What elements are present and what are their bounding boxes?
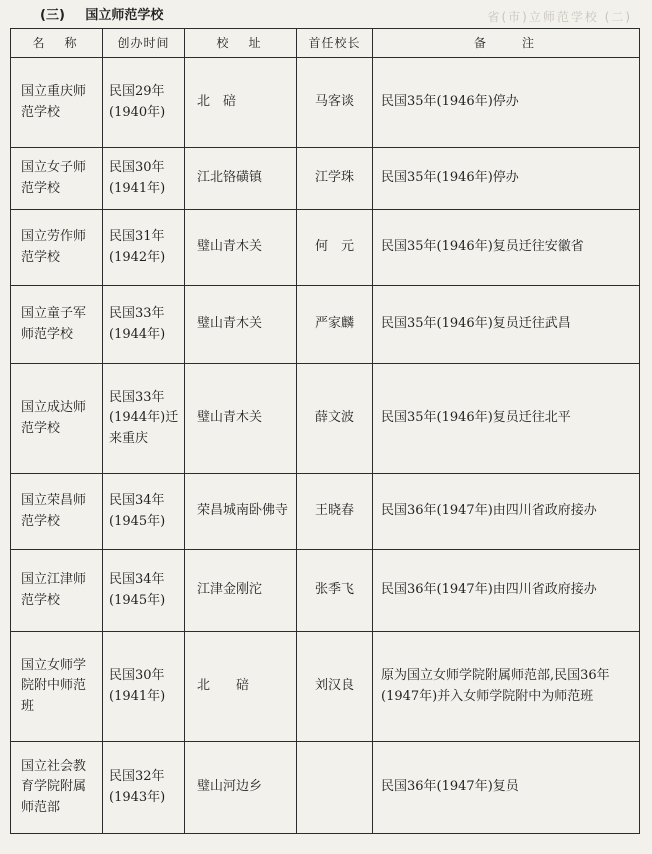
cell-address: 璧山青木关 — [185, 210, 297, 286]
cell-address: 璧山河边乡 — [185, 742, 297, 834]
cell-note: 民国36年(1947年)由四川省政府接办 — [373, 550, 640, 632]
cell-note: 民国35年(1946年)复员迁往武昌 — [373, 286, 640, 364]
cell-address: 璧山青木关 — [185, 286, 297, 364]
table-row — [11, 286, 640, 364]
header-note: 备 注 — [373, 29, 640, 58]
cell-note: 民国36年(1947年)复员 — [373, 742, 640, 834]
table-row — [11, 474, 640, 550]
cell-principal: 张季飞 — [297, 550, 373, 632]
cell-name: 国立女师学院附中师范班 — [11, 632, 103, 742]
cell-address: 北 碚 — [185, 58, 297, 148]
header-principal: 首任校长 — [297, 29, 373, 58]
cell-note: 民国35年(1946年)复员迁往安徽省 — [373, 210, 640, 286]
cell-founded: 民国33年(1944年) — [103, 286, 185, 364]
header-founded: 创办时间 — [103, 29, 185, 58]
table-row — [11, 364, 640, 474]
bleed-through-text: 省(市)立师范学校 (二) — [487, 10, 632, 24]
cell-principal: 江学珠 — [297, 148, 373, 210]
table-row — [11, 632, 640, 742]
cell-principal: 何 元 — [297, 210, 373, 286]
table-row — [11, 210, 640, 286]
cell-founded: 民国32年(1943年) — [103, 742, 185, 834]
section-title — [40, 4, 163, 23]
cell-principal: 刘汉良 — [297, 632, 373, 742]
table-row — [11, 58, 640, 148]
section-heading: 国立师范学校 — [85, 8, 164, 23]
cell-address: 江津金刚沱 — [185, 550, 297, 632]
table-row — [11, 148, 640, 210]
cell-name: 国立江津师范学校 — [11, 550, 103, 632]
table-row — [11, 742, 640, 834]
cell-founded: 民国33年(1944年)迁来重庆 — [103, 364, 185, 474]
header-address: 校 址 — [185, 29, 297, 58]
cell-address: 北 碚 — [185, 632, 297, 742]
cell-principal — [297, 742, 373, 834]
cell-name: 国立劳作师范学校 — [11, 210, 103, 286]
cell-founded: 民国30年(1941年) — [103, 148, 185, 210]
cell-name: 国立女子师范学校 — [11, 148, 103, 210]
cell-name: 国立荣昌师范学校 — [11, 474, 103, 550]
header-name: 名 称 — [11, 29, 103, 58]
cell-note: 民国35年(1946年)复员迁往北平 — [373, 364, 640, 474]
cell-address: 荣昌城南卧佛寺 — [185, 474, 297, 550]
cell-address: 璧山青木关 — [185, 364, 297, 474]
cell-note: 民国36年(1947年)由四川省政府接办 — [373, 474, 640, 550]
cell-founded: 民国31年(1942年) — [103, 210, 185, 286]
cell-principal: 王晓春 — [297, 474, 373, 550]
cell-address: 江北铬磺镇 — [185, 148, 297, 210]
cell-note: 原为国立女师学院附属师范部,民国36年(1947年)并入女师学院附中为师范班 — [373, 632, 640, 742]
cell-name: 国立成达师范学校 — [11, 364, 103, 474]
cell-principal: 严家麟 — [297, 286, 373, 364]
table-header-row — [11, 29, 640, 58]
cell-note: 民国35年(1946年)停办 — [373, 148, 640, 210]
schools-table — [10, 28, 640, 834]
section-number: (三) — [40, 8, 65, 23]
cell-founded: 民国29年(1940年) — [103, 58, 185, 148]
cell-name: 国立童子军师范学校 — [11, 286, 103, 364]
cell-name: 国立重庆师范学校 — [11, 58, 103, 148]
cell-founded: 民国34年(1945年) — [103, 550, 185, 632]
cell-founded: 民国34年(1945年) — [103, 474, 185, 550]
table-row — [11, 550, 640, 632]
cell-name: 国立社会教育学院附属师范部 — [11, 742, 103, 834]
cell-principal: 薛文波 — [297, 364, 373, 474]
cell-note: 民国35年(1946年)停办 — [373, 58, 640, 148]
cell-principal: 马客谈 — [297, 58, 373, 148]
cell-founded: 民国30年(1941年) — [103, 632, 185, 742]
